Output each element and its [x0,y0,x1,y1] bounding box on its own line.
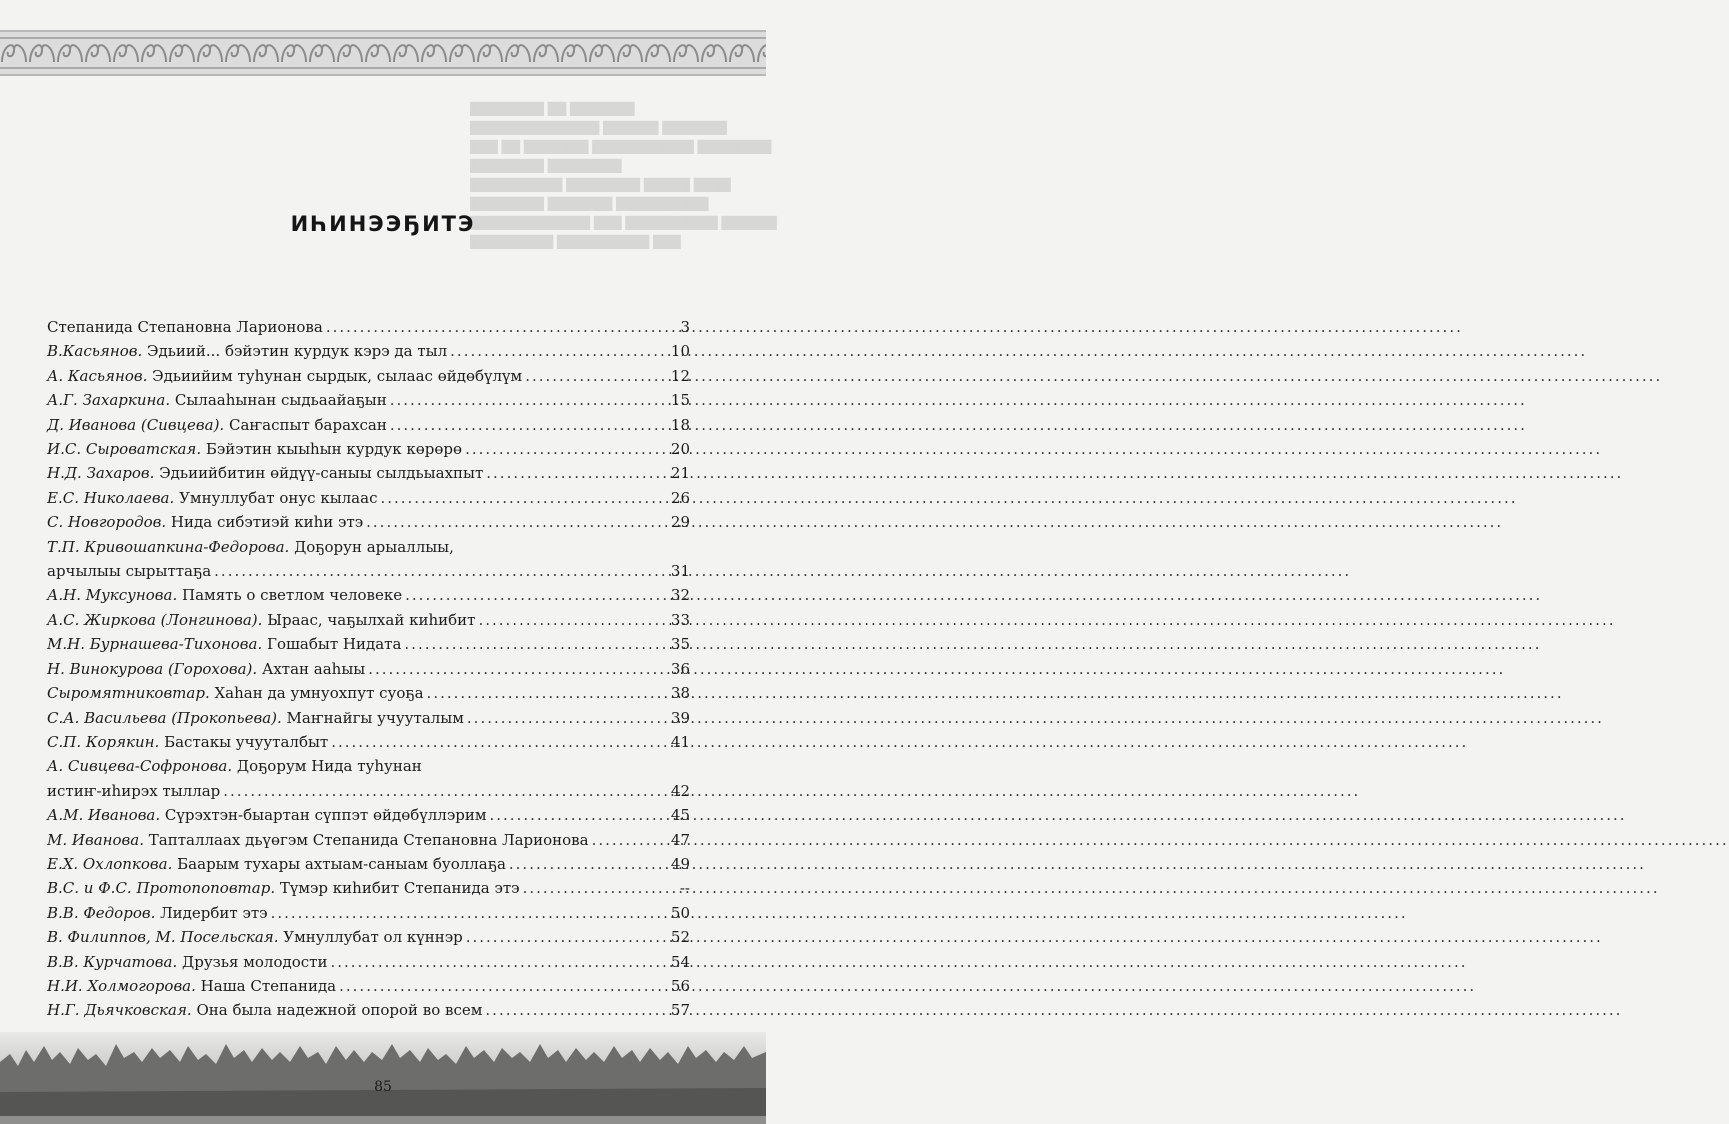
toc-entry-text [47,437,462,461]
toc-leader-dots [405,583,668,607]
page-number: 85 [374,1079,392,1095]
toc-entry-text [47,757,422,775]
toc-entry-text [47,876,520,900]
toc-page-number: 38 [670,684,690,703]
toc-title: Наша Степанида [200,976,337,995]
toc-title: Доҕорун арыаллыы, [294,537,454,556]
toc-entry-text [47,828,589,852]
toc-entry[interactable] [47,388,690,412]
toc-entry-text [47,388,387,412]
toc-title: Память о светлом человеке [182,586,403,605]
toc-leader-dots [467,706,668,730]
toc-leader-dots [509,852,668,876]
toc-page-number: 39 [670,708,690,727]
toc-title: Саҥаспыт барахсан [228,415,387,434]
toc-author: Т.П. Кривошапкина-Федорова. [47,537,290,556]
toc-page-number: 35 [670,635,690,654]
toc-title: Нида сибэтиэй киһи этэ [170,513,364,532]
toc-entry[interactable] [47,657,690,681]
toc-entry[interactable] [47,974,690,998]
toc-entry-text [47,974,336,998]
toc-leader-dots [478,608,667,632]
toc-author: Д. Иванова (Сивцева). [47,415,225,434]
toc-page-number: 12 [670,366,690,385]
toc-title: Лидербит этэ [160,903,268,922]
toc-author: Е.Х. Охлопкова. [47,854,173,873]
toc-entry[interactable] [47,803,690,827]
toc-title: Доҕорум Нида туһунан [236,757,422,776]
toc-page-number: 31 [670,562,690,581]
toc-page-number: -- [679,879,690,898]
toc-entry-text [47,339,447,363]
toc-entry[interactable] [47,706,690,730]
toc-entry[interactable] [47,852,690,876]
toc-author: С.П. Корякин. [47,732,160,751]
toc-page-number: 57 [670,1001,690,1020]
toc-page-number: 15 [670,391,690,410]
toc-author: М.Н. Бурнашева-Тихонова. [47,635,263,654]
toc-entry[interactable] [47,828,690,852]
toc-author: С.А. Васильева (Прокопьева). [47,708,282,727]
toc-page-number: 41 [670,732,690,751]
toc-entry-text [47,852,506,876]
toc-entry[interactable] [47,950,690,974]
toc-page-number: 45 [670,806,690,825]
toc-author: А.М. Иванова. [47,806,161,825]
toc-entry[interactable] [47,486,690,510]
ornamental-border [0,30,766,76]
toc-entry[interactable] [47,461,690,485]
toc-author: В. Филиппов, М. Посельская. [47,928,279,947]
toc-entry[interactable] [47,754,690,778]
table-of-contents [47,315,690,1023]
toc-author: А. Касьянов. [47,366,148,385]
toc-page-number: 47 [670,830,690,849]
toc-entry-text [47,901,268,925]
toc-entry[interactable] [47,901,690,925]
toc-author: В.В. Федоров. [47,903,156,922]
toc-leader-dots [485,998,668,1022]
toc-page-number: 32 [670,586,690,605]
toc-entry-text [47,461,483,485]
toc-leader-dots [489,803,667,827]
toc-entry[interactable] [47,339,690,363]
toc-entry-text [47,706,464,730]
toc-title: Сүрэхтэн-быартан сүппэт өйдөбүллэрим [164,806,487,825]
toc-entry[interactable] [47,608,690,632]
toc-leader-dots [427,681,668,705]
toc-entry[interactable] [47,681,690,705]
toc-leader-dots [380,486,667,510]
toc-leader-dots [366,510,668,534]
toc-leader-dots [523,876,677,900]
toc-entry[interactable] [47,925,690,949]
toc-page-number: 29 [670,513,690,532]
toc-title: Хаһан да умнуохпут суоҕа [214,684,424,703]
toc-entry-text [47,632,401,656]
toc-author: А. Сивцева-Софронова. [47,757,233,776]
toc-leader-dots [368,657,668,681]
toc-entry-continuation[interactable] [47,559,690,583]
toc-entry-continuation[interactable] [47,779,690,803]
toc-entry[interactable] [47,413,690,437]
toc-page-number: 49 [670,854,690,873]
toc-author: Н.И. Холмогорова. [47,976,196,995]
toc-author: А.С. Жиркова (Лонгинова). [47,610,263,629]
toc-title: Эдьиийбитин өйдүү-саныы сылдьыахпыт [159,464,484,483]
toc-leader-dots [404,632,668,656]
toc-title: Түмэр киһибит Степанида этэ [279,879,520,898]
toc-author: Сыромятниковтар. [47,684,210,703]
toc-entry[interactable] [47,583,690,607]
toc-title: Бастакы учууталбыт [164,732,329,751]
toc-entry-text [47,998,482,1022]
toc-title: Она была надежной опорой во всем [196,1001,483,1020]
toc-page-number: 56 [670,976,690,995]
toc-author: А.Г. Захаркина. [47,391,171,410]
toc-entry[interactable] [47,510,690,534]
toc-entry-text [47,315,323,339]
toc-author: Е.С. Николаева. [47,488,175,507]
toc-title: Гошабыт Нидата [267,635,402,654]
toc-entry-text [47,950,327,974]
toc-entry-text [47,730,328,754]
toc-title: Ахтан ааһыы [261,659,366,678]
toc-leader-dots [390,413,668,437]
toc-entry-text [47,608,475,632]
toc-title: Тапталлаах дьүөгэм Степанида Степановна Ларионова [148,830,589,849]
toc-entry[interactable] [47,364,690,388]
toc-entry-text [47,925,463,949]
toc-title: Баарым тухары ахтыам-саныам буоллаҕа [177,854,506,873]
toc-entry-text [47,486,377,510]
toc-title-continuation: арчылыы сырыттаҕа [47,562,212,581]
toc-page-number: 33 [670,610,690,629]
toc-title: Умнуллубат ол күннэр [283,928,463,947]
toc-entry-text [47,657,365,681]
toc-entry[interactable] [47,998,690,1022]
toc-page-number: 20 [670,440,690,459]
toc-leader-dots [339,974,668,998]
toc-author: Н.Г. Дьячковская. [47,1001,192,1020]
toc-page-number: 21 [670,464,690,483]
toc-author: Н.Д. Захаров. [47,464,155,483]
toc-leader-dots [466,925,668,949]
toc-entry[interactable] [47,437,690,461]
toc-title: Друзья молодости [182,952,328,971]
toc-title: Эдьиий... бэйэтин курдук кэрэ да тыл [147,342,448,361]
toc-author: М. Иванова. [47,830,145,849]
toc-page-number: 18 [670,415,690,434]
toc-leader-dots [214,559,668,583]
toc-page-number: 54 [670,952,690,971]
toc-entry-text [47,681,424,705]
toc-title: Сылааһынан сыдьаайаҕын [174,391,387,410]
toc-author: И.С. Сыроватская. [47,440,202,459]
toc-page-number: 3 [680,318,690,336]
toc-title: Маҥнайгы учууталым [286,708,464,727]
toc-page-number: 52 [670,928,690,947]
toc-entry[interactable] [47,632,690,656]
toc-entry[interactable] [47,730,690,754]
toc-leader-dots [330,950,667,974]
toc-page-number: 10 [670,342,690,361]
toc-page-number: 50 [670,903,690,922]
toc-title-continuation: истиҥ-иһирэх тыллар [47,781,221,800]
toc-author: В.С. и Ф.С. Протопоповтар. [47,879,276,898]
toc-title: Умнуллубат онус кылаас [179,488,378,507]
toc-entry[interactable] [47,315,690,339]
toc-title: Ыраас, чаҕылхай киһибит [267,610,476,629]
toc-entry-text [47,364,522,388]
toc-title: Эдьиийим туһунан сырдык, сылаас өйдөбүлүм [152,366,523,385]
toc-leader-dots [486,461,668,485]
toc-entry-text [47,413,387,437]
toc-entry[interactable] [47,876,690,900]
toc-leader-dots [450,339,668,363]
toc-title: Степанида Степановна Ларионова [47,318,323,336]
toc-entry-text [47,538,454,556]
toc-entry-text [47,803,486,827]
toc-author: Н. Винокурова (Горохова). [47,659,258,678]
toc-page-number: 42 [670,781,690,800]
toc-leader-dots [223,779,668,803]
toc-title: Бэйэтин кыыһын курдук көрөрө [205,440,463,459]
toc-leader-dots [326,315,678,339]
toc-page-number: 26 [670,488,690,507]
toc-entry-text [47,510,363,534]
toc-author: В.Касьянов. [47,342,143,361]
toc-leader-dots [331,730,668,754]
forest-photo [0,1032,766,1124]
bleed-through-text: ████████ ██ ███████ ██████████████ ██████ ███████ ███ ██ ███████ ███████████ ████████ ████████ ████████ ██████████ ████████ █████ ████ ████████ ███████ ██████████ █████████████ ███ ██████████ ██████ █████████ ██████████ ███ [470,102,777,249]
toc-leader-dots [592,828,668,852]
toc-leader-dots [525,364,668,388]
toc-author: А.Н. Муксунова. [47,586,178,605]
toc-author: С. Новгородов. [47,513,167,532]
toc-entry-text [47,583,402,607]
toc-leader-dots [465,437,668,461]
toc-leader-dots [271,901,668,925]
toc-leader-dots [390,388,668,412]
toc-page-number: 36 [670,659,690,678]
toc-author: В.В. Курчатова. [47,952,178,971]
toc-entry[interactable] [47,535,690,559]
page-title: ИҺИНЭЭҔИТЭ [290,212,476,236]
